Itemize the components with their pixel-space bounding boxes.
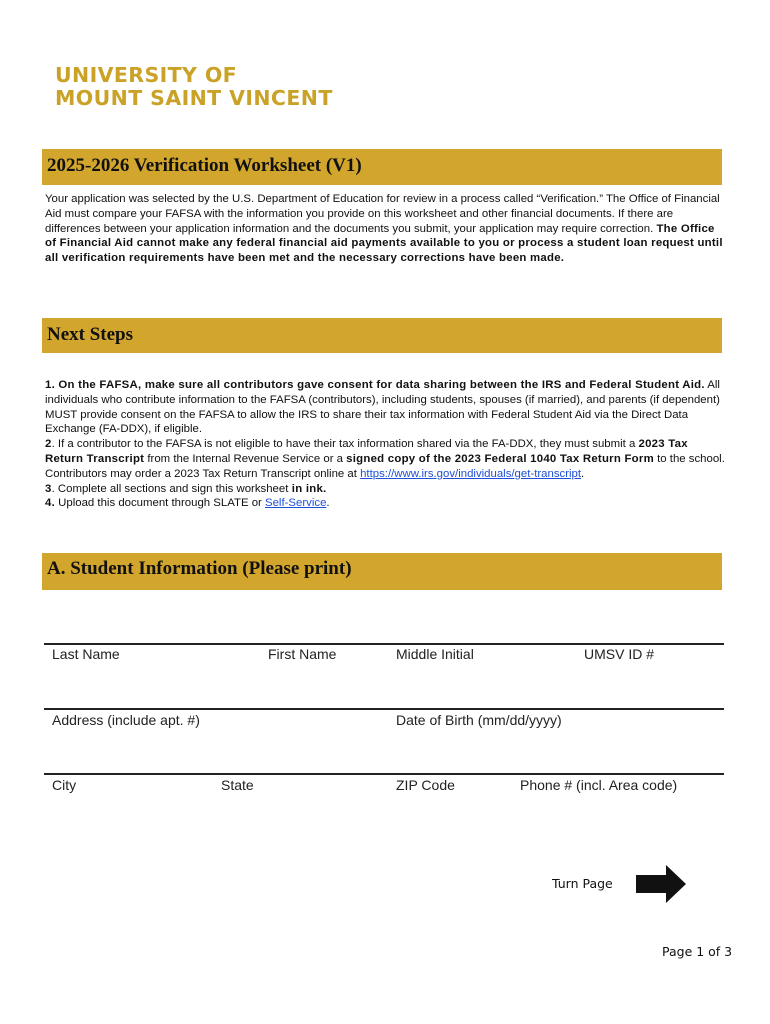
step-4-text: Upload this document through SLATE or: [55, 497, 265, 510]
logo-line-2: MOUNT SAINT VINCENT: [55, 86, 333, 110]
step-2-form: signed copy of the 2023 Federal 1040 Tax Return Form: [346, 452, 654, 465]
zip-code-field[interactable]: ZIP Code: [396, 777, 455, 793]
first-name-field[interactable]: First Name: [268, 646, 337, 662]
step-1-text: All individuals who contribute information to the FAFSA (contributors), including students, spouses (if married), and parents (if dependent) MUST provide consent on the FAFSA to allow the IRS to share their tax information with Federal Student Aid via the Direct Data Exchange (FA-DDX), if eligible.: [45, 379, 720, 436]
step-2-text: . If a contributor to the FAFSA is not eligible to have their tax information shared via the FA-DDX, they must submit a: [51, 438, 639, 451]
page-number: Page 1 of 3: [662, 944, 733, 959]
city-row-line: [44, 773, 724, 775]
middle-initial-field[interactable]: Middle Initial: [396, 646, 474, 662]
irs-transcript-link[interactable]: https://www.irs.gov/individuals/get-transcript: [360, 467, 582, 480]
step-3-text: . Complete all sections and sign this worksheet: [51, 482, 289, 495]
logo-line-1: UNIVERSITY OF: [55, 63, 238, 87]
step-4: [45, 496, 725, 511]
step-4-period: .: [326, 497, 330, 510]
step-1: [45, 378, 725, 437]
next-steps-heading: Next Steps: [47, 324, 134, 345]
university-logo: [55, 64, 333, 110]
arrow-right-icon[interactable]: [634, 863, 688, 905]
phone-field[interactable]: Phone # (incl. Area code): [520, 777, 678, 793]
intro-paragraph: [45, 192, 725, 266]
worksheet-title: 2025-2026 Verification Worksheet (V1): [47, 155, 362, 176]
step-2: [45, 437, 725, 481]
next-steps-list: [45, 378, 725, 511]
step-3-number: 3: [45, 482, 52, 495]
step-2-number: 2: [45, 438, 52, 451]
step-4-number: 4.: [45, 497, 55, 510]
section-a-heading: A. Student Information (Please print): [47, 558, 352, 579]
address-row-line: [44, 708, 724, 710]
state-field[interactable]: State: [221, 777, 254, 793]
step-2-transcript: 2023 Tax Return Transcript: [45, 438, 688, 465]
intro-text: Your application was selected by the U.S. Department of Education for review in a process called “Verification.” The Office of Financial Aid must compare your FAFSA with the information you provide on this worksheet and other financial documents. If there are differences between your application information and the documents you submit, your application may require correction.: [45, 193, 720, 235]
intro-warning: The Office of Financial Aid cannot make any federal financial aid payments available to you or process a student loan request until all verification requirements have been met and the necessary corrections have been made.: [45, 222, 723, 265]
step-1-number: 1.: [45, 379, 55, 391]
step-3-bold: in ink.: [288, 482, 327, 495]
name-row-line: [44, 643, 724, 645]
step-3: [45, 482, 725, 497]
step-1-bold: On the FAFSA, make sure all contributors gave consent for data sharing between the IRS and Federal Student Aid.: [55, 379, 705, 391]
city-field[interactable]: City: [52, 777, 77, 793]
next-steps-banner: [42, 318, 722, 353]
umsv-id-field[interactable]: UMSV ID #: [584, 646, 655, 662]
section-a-banner: [42, 553, 722, 590]
worksheet-title-banner: [42, 149, 722, 185]
self-service-link[interactable]: Self-Service: [265, 497, 327, 510]
step-2-text-b: from the Internal Revenue Service or a: [144, 452, 347, 465]
turn-page-label: Turn Page: [552, 876, 613, 891]
step-2-period: .: [581, 467, 585, 480]
step-2-text-c: to the school. Contributors may order a 2023 Tax Return Transcript online at: [45, 452, 725, 480]
date-of-birth-field[interactable]: Date of Birth (mm/dd/yyyy): [396, 712, 562, 728]
last-name-field[interactable]: Last Name: [52, 646, 120, 662]
address-field[interactable]: Address (include apt. #): [52, 712, 200, 728]
